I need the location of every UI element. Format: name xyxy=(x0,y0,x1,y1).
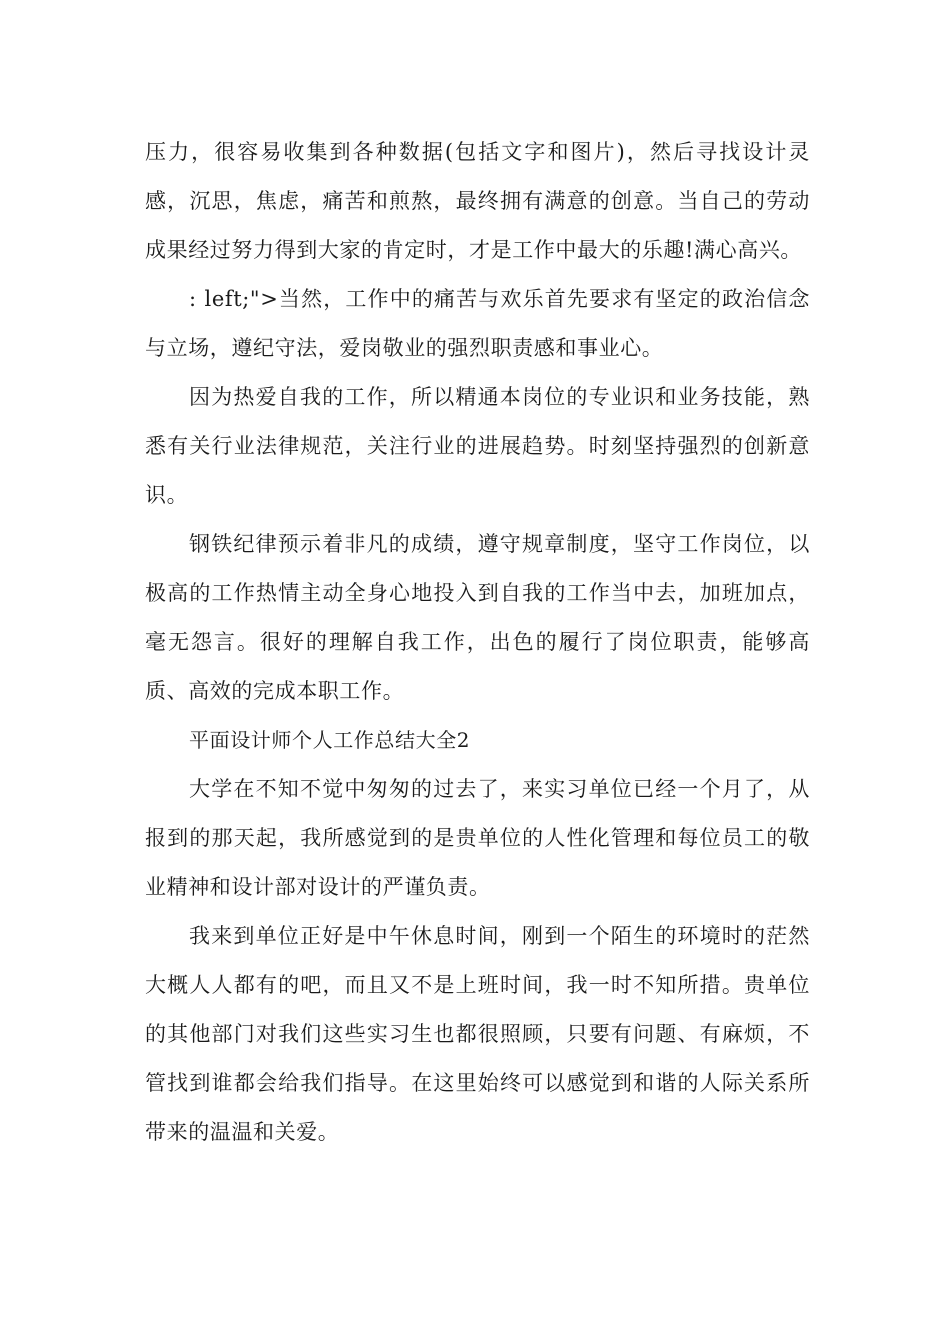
paragraph-continued-pressure: 压力，很容易收集到各种数据(包括文字和图片)，然后寻找设计灵感，沉思，焦虑，痛苦和煎熬，最终拥有满意的创意。当自己的劳动成果经过努力得到大家的肯定时，才是工作中最大的乐趣!满心高兴。 xyxy=(145,140,810,262)
paragraph-arrival: 我来到单位正好是中午休息时间，刚到一个陌生的环境时的茫然大概人人都有的吧，而且又不是上班时间，我一时不知所措。贵单位的其他部门对我们这些实习生也都很照顾，只要有问题、有麻烦，不管找到谁都会给我们指导。在这里始终可以感觉到和谐的人际关系所带来的温温和关爱。 xyxy=(145,924,810,1144)
document-body xyxy=(145,128,810,1157)
section-heading: 平面设计师个人工作总结大全2 xyxy=(189,728,471,752)
paragraph-discipline: 钢铁纪律预示着非凡的成绩，遵守规章制度，坚守工作岗位，以极高的工作热情主动全身心地投入到自我的工作当中去，加班加点，毫无怨言。很好的理解自我工作，出色的履行了岗位职责，能够高质、高效的完成本职工作。 xyxy=(145,532,810,703)
paragraph-professional-skills: 因为热爱自我的工作，所以精通本岗位的专业识和业务技能，熟悉有关行业法律规范，关注行业的进展趋势。时刻坚持强烈的创新意识。 xyxy=(145,385,810,507)
paragraph-political-belief: : left;">当然，工作中的痛苦与欢乐首先要求有坚定的政治信念与立场，遵纪守法，爱岗敬业的强烈职责感和事业心。 xyxy=(145,287,810,360)
paragraph-university-internship: 大学在不知不觉中匆匆的过去了，来实习单位已经一个月了，从报到的那天起，我所感觉到的是贵单位的人性化管理和每位员工的敬业精神和设计部对设计的严谨负责。 xyxy=(145,777,810,899)
